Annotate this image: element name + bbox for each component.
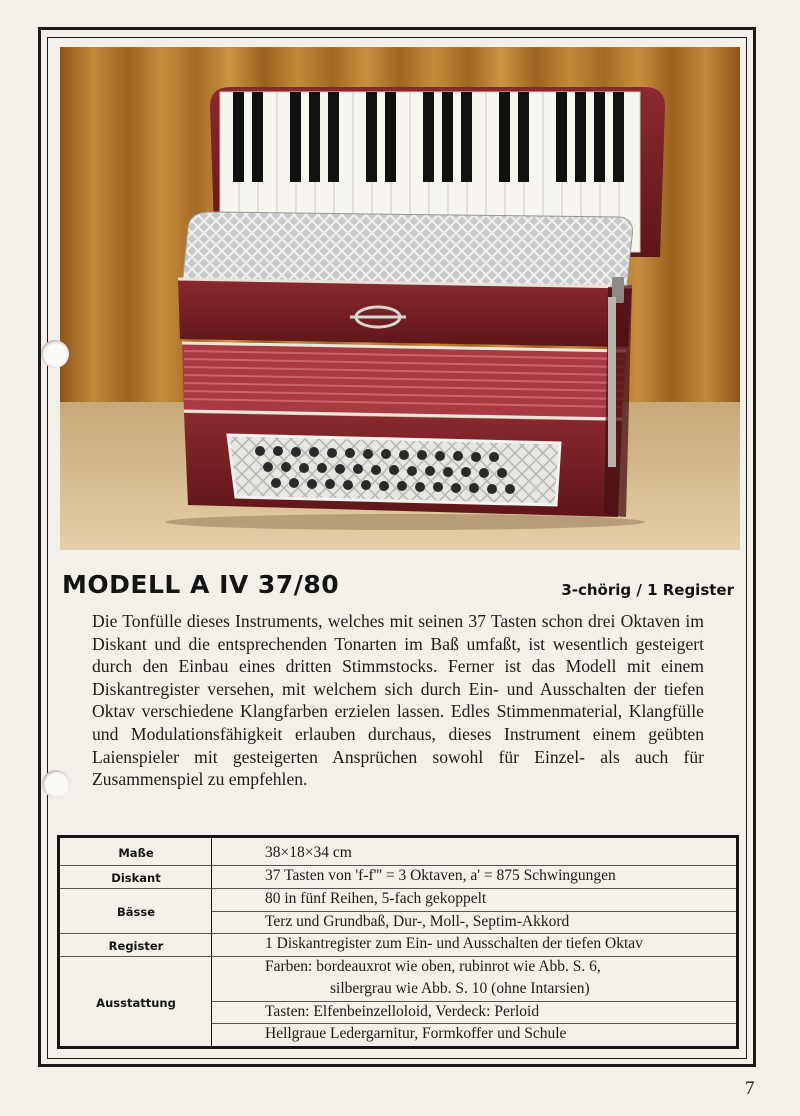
label-register: Register — [108, 939, 164, 953]
spec-value: 1 Diskantregister zum Ein- und Ausschalten der tiefen Oktav — [265, 935, 643, 952]
specs-table — [57, 835, 739, 1049]
punch-hole-bottom — [42, 770, 70, 798]
label-ausstattung: Ausstattung — [96, 996, 176, 1010]
value-divider — [212, 865, 736, 866]
page-number: 7 — [745, 1078, 755, 1099]
label-diskant: Diskant — [111, 871, 161, 885]
label-divider — [60, 865, 212, 866]
spec-value: Farben: bordeauxrot wie oben, rubinrot wie Abb. S. 6, — [265, 958, 601, 975]
spec-value: Terz und Grundbaß, Dur-, Moll-, Septim-Akkord — [265, 913, 570, 930]
model-title: MODELL A IV 37/80 — [62, 570, 340, 599]
spec-value: 38×18×34 cm — [265, 844, 352, 861]
model-subtitle: 3-chörig / 1 Register — [561, 581, 734, 599]
value-divider — [212, 911, 736, 912]
spec-value: silbergrau wie Abb. S. 10 (ohne Intarsien) — [330, 980, 590, 997]
punch-hole-top — [41, 340, 69, 368]
label-baesse: Bässe — [116, 905, 155, 919]
label-divider — [60, 956, 212, 957]
spec-value: 37 Tasten von 'f-f''' = 3 Oktaven, a' = 875 Schwingungen — [265, 867, 616, 884]
accordion-photo — [60, 47, 740, 550]
label-masse: Maße — [118, 846, 154, 860]
description-paragraph: Die Tonfülle dieses Instruments, welches mit seinen 37 Tasten schon drei Oktaven im Diskant und die entsprechenden Tonarten im Baß umfaßt, ist wesentlich gesteigert durch den Einbau eines dritten Stimmstocks. Ferner ist das Modell mit einem Diskantregister versehen, mit welchem sich durch Ein- und Ausschalten der tiefen Oktav verschiedene Klangfarben erzielen lassen. Edles Stimmenmaterial, Klangfülle und Modulationsfähigkeit erlauben durchaus, dieses Instrument einem geübten Laienspieler mit gesteigerten Ansprüchen sowohl für Einzel- als auch für Zusammenspiel zu empfehlen. — [92, 611, 704, 790]
spec-value: 80 in fünf Reihen, 5-fach gekoppelt — [265, 890, 487, 907]
description — [92, 610, 704, 791]
spec-value: Hellgraue Ledergarnitur, Formkoffer und Schule — [265, 1025, 567, 1042]
label-divider — [60, 888, 212, 889]
value-divider — [212, 888, 736, 889]
label-divider — [60, 933, 212, 934]
value-divider — [212, 1001, 736, 1002]
value-divider — [212, 956, 736, 957]
spec-value: Tasten: Elfenbeinzelloloid, Verdeck: Perloid — [265, 1003, 540, 1020]
value-divider — [212, 1023, 736, 1024]
value-divider — [212, 933, 736, 934]
